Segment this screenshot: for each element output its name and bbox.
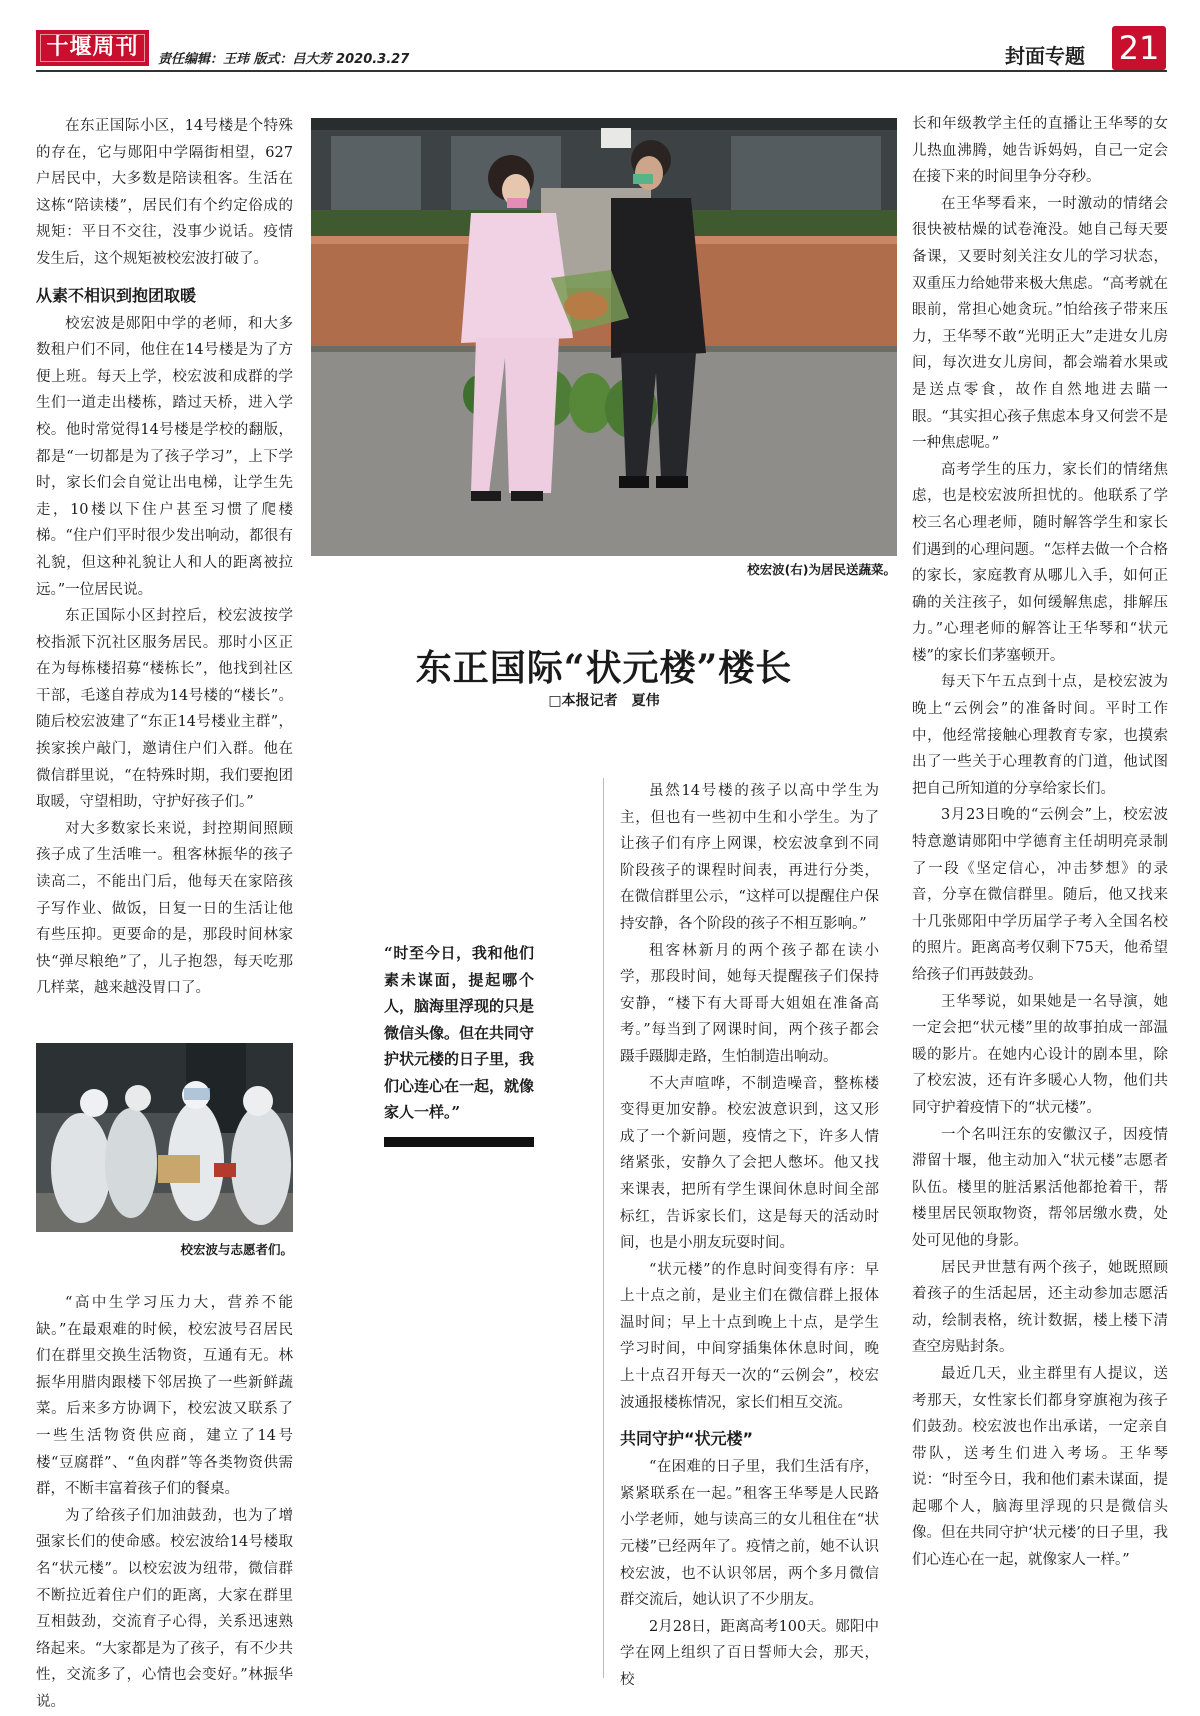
editor-credits: 责任编辑：王玮 版式：吕大芳 2020.3.27 [158,52,410,67]
paragraph: 虽然14号楼的孩子以高中学生为主，但也有一些初中生和小学生。为了让孩子们有序上网课，校宏波拿到不同阶段孩子的课程时间表，再进行分类，在微信群里公示，“这样可以提醒住户保持安静，各个阶段的孩子不相互影响。” [620,783,879,932]
article-byline: □本报记者 夏伟 [548,693,660,709]
vegetable-delivery-illustration [311,118,897,556]
paragraph: 在王华琴看来，一时激动的情绪会很快被枯燥的试卷淹没。她自己每天要备课，又要时刻关注女儿的学习状态，双重压力给她带来极大焦虑。“高考就在眼前，常担心她贪玩。”怕给孩子带来压力，王华琴不敢“光明正大”走进女儿房间，每次进女儿房间，都会端着水果或是送点零食，故作自然地进去瞄一眼。“其实担心孩子焦虑本身又何尝不是一种焦虑呢。” [912,195,1168,452]
column-4 [912,111,1168,1574]
volunteers-photo-caption: 校宏波与志愿者们。 [180,1242,293,1257]
column-1-bottom [36,1290,293,1716]
paragraph: 最近几天，业主群里有人提议，送考那天，女性家长们都身穿旗袍为孩子们鼓劲。校宏波也作出承诺，一定亲自带队，送考生们进入考场。王华琴说：“时至今日，我和他们素未谋面，提起哪个人，脑海里浮现的只是微信头像。但在共同守护‘状元楼’的日子里，我们心连心在一起，就像家人一样。” [912,1365,1168,1569]
page-number: 21 [1112,26,1166,70]
paragraph: “高中生学习压力大，营养不能缺。”在最艰难的时候，校宏波号召居民们在群里交换生活物资，互通有无。林振华用腊肉跟楼下邻居换了一些新鲜蔬菜。后来多方协调下，校宏波又联系了一些生活物资供应商，建立了14号楼“豆腐群”、“鱼肉群”等各类物资供需群，不断丰富着孩子们的餐桌。 [36,1295,293,1498]
paragraph: 居民尹世慧有两个孩子，她既照顾着孩子的生活起居，还主动参加志愿活动，绘制表格，统计数据，楼上楼下清查空房贴封条。 [912,1259,1168,1356]
paragraph: 一个名叫汪东的安徽汉子，因疫情滞留十堰，他主动加入“状元楼”志愿者队伍。楼里的脏活累活他都抢着干，帮楼里居民领取物资，帮邻居缴水费，处处可见他的身影。 [912,1126,1168,1249]
paragraph: 不大声喧哗，不制造噪音，整栋楼变得更加安静。校宏波意识到，这又形成了一个新问题，疫情之下，许多人情绪紧张，安静久了会把人憋坏。他又找来课表，把所有学生课间休息时间全部标红，告诉家长们，这是每天的活动时间，也是小朋友玩耍时间。 [620,1075,879,1252]
paragraph: 为了给孩子们加油鼓劲，也为了增强家长们的使命感。校宏波给14号楼取名“状元楼”。以校宏波为纽带，微信群不断拉近着住户们的距离，大家在群里互相鼓劲，交流育子心得，关系迅速熟络起来。“大家都是为了孩子，有不少共性，交流多了，心情也会变好。”林振华说。 [36,1507,293,1710]
paragraph: 每天下午五点到十点，是校宏波为晚上“云例会”的准备时间。平时工作中，他经常接触心理教育专家，也摸索出了一些关于心理教育的门道，他试图把自己所知道的分享给家长们。 [912,674,1168,797]
section-title: 封面专题 [1005,44,1085,68]
paragraph: “状元楼”的作息时间变得有序：早上十点之前，是业主们在微信群上报体温时间；早上十点到晚上十点，是学生学习时间，中间穿插集体休息时间，晚上十点召开每天一次的“云例会”，校宏波通报楼栋情况，家长们相互交流。 [620,1261,879,1411]
paragraph: “在困难的日子里，我们生活有序，紧紧联系在一起。”租客王华琴是人民路小学老师，她与读高三的女儿租住在“状元楼”已经两年了。疫情之前，她不认识校宏波，也不认识邻居，两个多月微信群交流后，她认识了不少朋友。 [620,1459,879,1609]
vegetable-delivery-caption: 校宏波(右)为居民送蔬菜。 [747,562,896,577]
vegetable-delivery-photo [311,118,897,556]
column-3 [620,778,879,1694]
column-1-top [36,113,293,1002]
volunteers-photo-illustration [36,1043,293,1232]
article-headline: 东正国际“状元楼”楼长 [415,647,793,689]
paragraph: 校宏波是郧阳中学的老师，和大多数租户们不同，他住在14号楼是为了方便上班。每天上学，校宏波和成群的学生们一道走出楼栋，踏过天桥，进入学校。他时常觉得14号楼是学校的翻版，都是“一切都是为了孩子学习”，上下学时，家长们会自觉让出电梯，让学生先走，10楼以下住户甚至习惯了爬楼梯。“住户们平时很少发出响动，都很有礼貌，但这种礼貌让人和人的距离被拉远。”一位居民说。 [36,315,293,598]
paragraph: 3月23日晚的“云例会”上，校宏波特意邀请郧阳中学德育主任胡明亮录制了一段《坚定信心，冲击梦想》的录音，分享在微信群里。随后，他又找来十几张郧阳中学历届学子考入全国名校的照片。距离高考仅剩下75天，他希望给孩子们再鼓鼓劲。 [912,807,1168,983]
paragraph: 租客林新月的两个孩子都在读小学，那段时间，她每天提醒孩子们保持安静，“楼下有大哥哥大姐姐在准备高考。”每当到了网课时间，两个孩子都会蹑手蹑脚走路，生怕制造出响动。 [620,942,879,1065]
subheading: 从素不相识到抱团取暖 [36,285,197,305]
paragraph: 长和年级教学主任的直播让王华琴的女儿热血沸腾，她告诉妈妈，自己一定会在接下来的时间里争分夺秒。 [912,116,1168,186]
volunteers-photo [36,1043,293,1232]
paragraph: 王华琴说，如果她是一名导演，她一定会把“状元楼”里的故事拍成一部温暖的影片。在她内心设计的剧本里，除了校宏波，还有许多暖心人物，他们共同守护着疫情下的“状元楼”。 [912,993,1168,1116]
header-rule [36,70,1167,72]
pull-quote-bar [384,1137,534,1147]
masthead-logo: 十堰周刊 [36,30,149,66]
paragraph: 在东正国际小区，14号楼是个特殊的存在，它与郧阳中学隔街相望，627户居民中，大多数是陪读租客。生活在这栋“陪读楼”，居民们有个约定俗成的规矩：平日不交往，没事少说话。疫情发生后，这个规矩被校宏波打破了。 [36,118,293,267]
paragraph: 高考学生的压力，家长们的情绪焦虑，也是校宏波所担忧的。他联系了学校三名心理老师，随时解答学生和家长们遇到的心理问题。“怎样去做一个合格的家长，家庭教育从哪儿入手，如何正确的关注孩子，如何缓解焦虑，排解压力。”心理老师的解答让王华琴和“状元楼”的家长们茅塞顿开。 [912,461,1168,664]
column-divider [603,778,604,1678]
pull-quote: “时至今日，我和他们素未谋面，提起哪个人，脑海里浮现的只是微信头像。但在共同守护状元楼的日子里，我们心连心在一起，就像家人一样。” [384,944,535,1121]
paragraph: 东正国际小区封控后，校宏波按学校指派下沉社区服务居民。那时小区正在为每栋楼招募“楼栋长”，他找到社区干部，毛遂自荐成为14号楼的“楼长”。随后校宏波建了“东正14号楼业主群”，挨家挨户敲门，邀请住户们入群。他在微信群里说，“在特殊时期，我们要抱团取暖，守望相助，守护好孩子们。” [36,608,293,811]
paragraph: 2月28日，距离高考100天。郧阳中学在网上组织了百日誓师大会，那天，校 [620,1618,879,1688]
subheading: 共同守护“状元楼” [620,1429,754,1449]
paragraph: 对大多数家长来说，封控期间照顾孩子成了生活唯一。租客林振华的孩子读高二，不能出门后，他每天在家陪孩子写作业、做饭，日复一日的生活让他有些压抑。更要命的是，那段时间林家快“弹尽粮绝”了，儿子抱怨，每天吃那几样菜，越来越没胃口了。 [36,820,293,997]
